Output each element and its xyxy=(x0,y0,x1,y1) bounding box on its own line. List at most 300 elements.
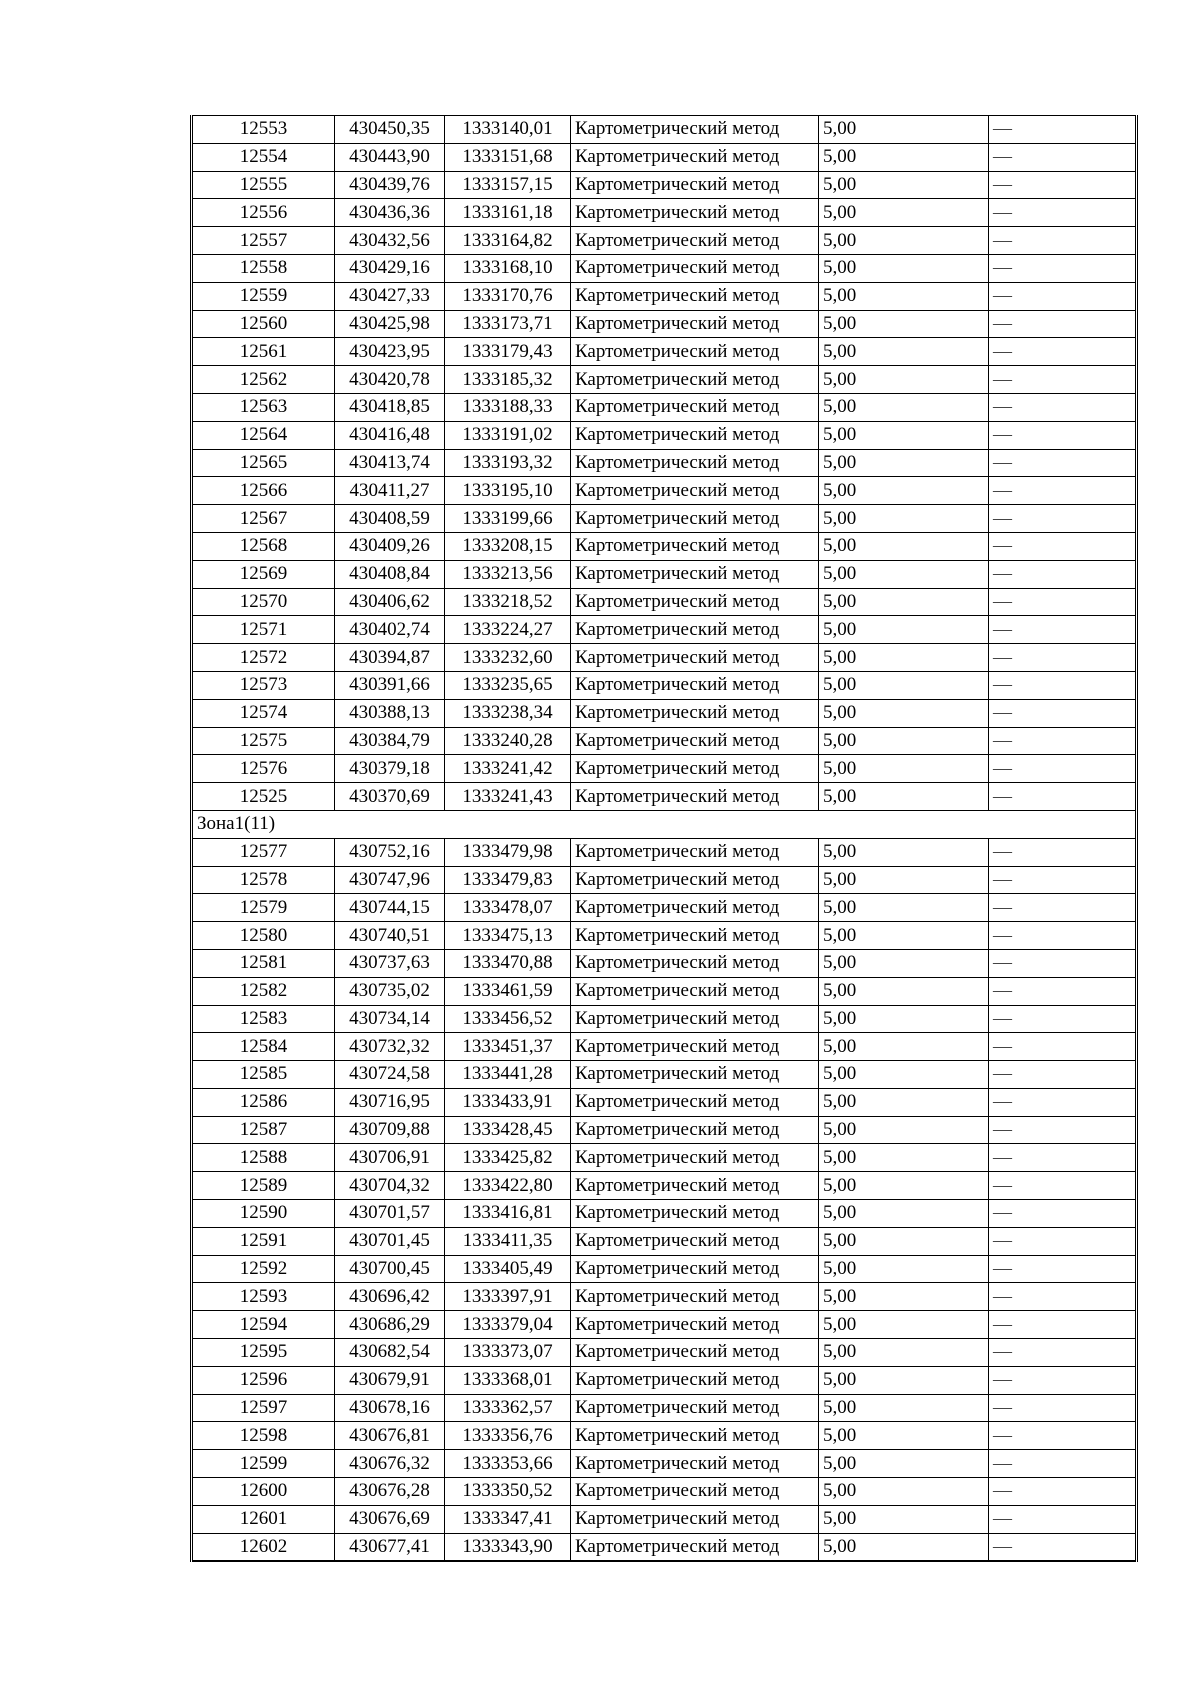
description-cell: — xyxy=(989,1144,1137,1172)
method-cell: Картометрический метод xyxy=(571,922,819,950)
table-row xyxy=(192,338,1137,366)
table-row xyxy=(192,616,1137,644)
description-cell: — xyxy=(989,727,1137,755)
description-cell: — xyxy=(989,616,1137,644)
point-number-cell: 12575 xyxy=(192,727,335,755)
point-number-cell: 12589 xyxy=(192,1172,335,1200)
coordinates-table xyxy=(190,115,1138,1562)
accuracy-cell: 5,00 xyxy=(819,477,989,505)
method-cell: Картометрический метод xyxy=(571,1061,819,1089)
point-number-cell: 12584 xyxy=(192,1033,335,1061)
method-cell: Картометрический метод xyxy=(571,783,819,811)
x-coordinate-cell: 430676,28 xyxy=(335,1478,445,1506)
table-row xyxy=(192,1450,1137,1478)
description-cell: — xyxy=(989,783,1137,811)
description-cell: — xyxy=(989,1394,1137,1422)
description-cell: — xyxy=(989,1422,1137,1450)
x-coordinate-cell: 430413,74 xyxy=(335,449,445,477)
description-cell: — xyxy=(989,1172,1137,1200)
y-coordinate-cell: 1333164,82 xyxy=(445,227,571,255)
y-coordinate-cell: 1333422,80 xyxy=(445,1172,571,1200)
x-coordinate-cell: 430394,87 xyxy=(335,644,445,672)
method-cell: Картометрический метод xyxy=(571,1255,819,1283)
x-coordinate-cell: 430706,91 xyxy=(335,1144,445,1172)
point-number-cell: 12598 xyxy=(192,1422,335,1450)
description-cell: — xyxy=(989,449,1137,477)
x-coordinate-cell: 430676,32 xyxy=(335,1450,445,1478)
y-coordinate-cell: 1333235,65 xyxy=(445,671,571,699)
accuracy-cell: 5,00 xyxy=(819,254,989,282)
x-coordinate-cell: 430384,79 xyxy=(335,727,445,755)
method-cell: Картометрический метод xyxy=(571,1366,819,1394)
method-cell: Картометрический метод xyxy=(571,227,819,255)
method-cell: Картометрический метод xyxy=(571,143,819,171)
table-row xyxy=(192,477,1137,505)
table-row xyxy=(192,254,1137,282)
y-coordinate-cell: 1333425,82 xyxy=(445,1144,571,1172)
table-row xyxy=(192,1311,1137,1339)
method-cell: Картометрический метод xyxy=(571,671,819,699)
table-row xyxy=(192,1116,1137,1144)
accuracy-cell: 5,00 xyxy=(819,949,989,977)
accuracy-cell: 5,00 xyxy=(819,922,989,950)
point-number-cell: 12563 xyxy=(192,393,335,421)
accuracy-cell: 5,00 xyxy=(819,755,989,783)
method-cell: Картометрический метод xyxy=(571,1116,819,1144)
table-row xyxy=(192,1172,1137,1200)
y-coordinate-cell: 1333140,01 xyxy=(445,116,571,144)
point-number-cell: 12567 xyxy=(192,505,335,533)
method-cell: Картометрический метод xyxy=(571,866,819,894)
accuracy-cell: 5,00 xyxy=(819,393,989,421)
accuracy-cell: 5,00 xyxy=(819,143,989,171)
description-cell: — xyxy=(989,532,1137,560)
accuracy-cell: 5,00 xyxy=(819,838,989,866)
x-coordinate-cell: 430420,78 xyxy=(335,366,445,394)
accuracy-cell: 5,00 xyxy=(819,282,989,310)
description-cell: — xyxy=(989,1005,1137,1033)
x-coordinate-cell: 430391,66 xyxy=(335,671,445,699)
x-coordinate-cell: 430696,42 xyxy=(335,1283,445,1311)
method-cell: Картометрический метод xyxy=(571,1422,819,1450)
x-coordinate-cell: 430740,51 xyxy=(335,922,445,950)
x-coordinate-cell: 430701,45 xyxy=(335,1227,445,1255)
point-number-cell: 12593 xyxy=(192,1283,335,1311)
x-coordinate-cell: 430418,85 xyxy=(335,393,445,421)
description-cell: — xyxy=(989,922,1137,950)
description-cell: — xyxy=(989,1505,1137,1533)
x-coordinate-cell: 430423,95 xyxy=(335,338,445,366)
x-coordinate-cell: 430370,69 xyxy=(335,783,445,811)
x-coordinate-cell: 430724,58 xyxy=(335,1061,445,1089)
x-coordinate-cell: 430408,59 xyxy=(335,505,445,533)
x-coordinate-cell: 430409,26 xyxy=(335,532,445,560)
method-cell: Картометрический метод xyxy=(571,310,819,338)
method-cell: Картометрический метод xyxy=(571,1283,819,1311)
x-coordinate-cell: 430737,63 xyxy=(335,949,445,977)
point-number-cell: 12560 xyxy=(192,310,335,338)
point-number-cell: 12573 xyxy=(192,671,335,699)
y-coordinate-cell: 1333456,52 xyxy=(445,1005,571,1033)
method-cell: Картометрический метод xyxy=(571,1227,819,1255)
x-coordinate-cell: 430429,16 xyxy=(335,254,445,282)
description-cell: — xyxy=(989,949,1137,977)
zone-label: Зона1(11) xyxy=(192,810,1137,838)
table-row xyxy=(192,755,1137,783)
y-coordinate-cell: 1333368,01 xyxy=(445,1366,571,1394)
point-number-cell: 12596 xyxy=(192,1366,335,1394)
x-coordinate-cell: 430732,32 xyxy=(335,1033,445,1061)
y-coordinate-cell: 1333191,02 xyxy=(445,421,571,449)
x-coordinate-cell: 430676,69 xyxy=(335,1505,445,1533)
table-row xyxy=(192,1255,1137,1283)
point-number-cell: 12595 xyxy=(192,1339,335,1367)
description-cell: — xyxy=(989,588,1137,616)
table-row xyxy=(192,421,1137,449)
method-cell: Картометрический метод xyxy=(571,1033,819,1061)
x-coordinate-cell: 430744,15 xyxy=(335,894,445,922)
y-coordinate-cell: 1333347,41 xyxy=(445,1505,571,1533)
table-row xyxy=(192,393,1137,421)
accuracy-cell: 5,00 xyxy=(819,199,989,227)
y-coordinate-cell: 1333157,15 xyxy=(445,171,571,199)
x-coordinate-cell: 430402,74 xyxy=(335,616,445,644)
y-coordinate-cell: 1333397,91 xyxy=(445,1283,571,1311)
table-row xyxy=(192,366,1137,394)
y-coordinate-cell: 1333470,88 xyxy=(445,949,571,977)
method-cell: Картометрический метод xyxy=(571,1505,819,1533)
x-coordinate-cell: 430427,33 xyxy=(335,282,445,310)
accuracy-cell: 5,00 xyxy=(819,699,989,727)
y-coordinate-cell: 1333373,07 xyxy=(445,1339,571,1367)
y-coordinate-cell: 1333151,68 xyxy=(445,143,571,171)
table-row xyxy=(192,727,1137,755)
point-number-cell: 12569 xyxy=(192,560,335,588)
accuracy-cell: 5,00 xyxy=(819,1505,989,1533)
point-number-cell: 12587 xyxy=(192,1116,335,1144)
point-number-cell: 12559 xyxy=(192,282,335,310)
x-coordinate-cell: 430406,62 xyxy=(335,588,445,616)
y-coordinate-cell: 1333179,43 xyxy=(445,338,571,366)
method-cell: Картометрический метод xyxy=(571,1478,819,1506)
accuracy-cell: 5,00 xyxy=(819,1478,989,1506)
y-coordinate-cell: 1333224,27 xyxy=(445,616,571,644)
description-cell: — xyxy=(989,282,1137,310)
description-cell: — xyxy=(989,894,1137,922)
description-cell: — xyxy=(989,199,1137,227)
table-row xyxy=(192,1366,1137,1394)
table-row xyxy=(192,1533,1137,1561)
point-number-cell: 12525 xyxy=(192,783,335,811)
method-cell: Картометрический метод xyxy=(571,505,819,533)
table-row xyxy=(192,199,1137,227)
accuracy-cell: 5,00 xyxy=(819,671,989,699)
point-number-cell: 12556 xyxy=(192,199,335,227)
accuracy-cell: 5,00 xyxy=(819,421,989,449)
accuracy-cell: 5,00 xyxy=(819,1005,989,1033)
y-coordinate-cell: 1333379,04 xyxy=(445,1311,571,1339)
x-coordinate-cell: 430436,36 xyxy=(335,199,445,227)
point-number-cell: 12591 xyxy=(192,1227,335,1255)
accuracy-cell: 5,00 xyxy=(819,449,989,477)
description-cell: — xyxy=(989,1088,1137,1116)
point-number-cell: 12586 xyxy=(192,1088,335,1116)
method-cell: Картометрический метод xyxy=(571,977,819,1005)
accuracy-cell: 5,00 xyxy=(819,616,989,644)
description-cell: — xyxy=(989,1255,1137,1283)
accuracy-cell: 5,00 xyxy=(819,727,989,755)
description-cell: — xyxy=(989,338,1137,366)
x-coordinate-cell: 430709,88 xyxy=(335,1116,445,1144)
point-number-cell: 12577 xyxy=(192,838,335,866)
method-cell: Картометрический метод xyxy=(571,1005,819,1033)
accuracy-cell: 5,00 xyxy=(819,310,989,338)
description-cell: — xyxy=(989,838,1137,866)
method-cell: Картометрический метод xyxy=(571,560,819,588)
table-row xyxy=(192,838,1137,866)
description-cell: — xyxy=(989,1478,1137,1506)
description-cell: — xyxy=(989,977,1137,1005)
method-cell: Картометрический метод xyxy=(571,1394,819,1422)
description-cell: — xyxy=(989,1283,1137,1311)
y-coordinate-cell: 1333193,32 xyxy=(445,449,571,477)
point-number-cell: 12601 xyxy=(192,1505,335,1533)
accuracy-cell: 5,00 xyxy=(819,644,989,672)
point-number-cell: 12588 xyxy=(192,1144,335,1172)
x-coordinate-cell: 430443,90 xyxy=(335,143,445,171)
y-coordinate-cell: 1333199,66 xyxy=(445,505,571,533)
point-number-cell: 12599 xyxy=(192,1450,335,1478)
y-coordinate-cell: 1333188,33 xyxy=(445,393,571,421)
accuracy-cell: 5,00 xyxy=(819,977,989,1005)
method-cell: Картометрический метод xyxy=(571,1172,819,1200)
accuracy-cell: 5,00 xyxy=(819,171,989,199)
accuracy-cell: 5,00 xyxy=(819,1200,989,1228)
point-number-cell: 12594 xyxy=(192,1311,335,1339)
point-number-cell: 12555 xyxy=(192,171,335,199)
table-row xyxy=(192,1200,1137,1228)
method-cell: Картометрический метод xyxy=(571,1533,819,1561)
method-cell: Картометрический метод xyxy=(571,282,819,310)
point-number-cell: 12562 xyxy=(192,366,335,394)
accuracy-cell: 5,00 xyxy=(819,783,989,811)
description-cell: — xyxy=(989,866,1137,894)
description-cell: — xyxy=(989,366,1137,394)
y-coordinate-cell: 1333195,10 xyxy=(445,477,571,505)
y-coordinate-cell: 1333479,83 xyxy=(445,866,571,894)
description-cell: — xyxy=(989,560,1137,588)
method-cell: Картометрический метод xyxy=(571,449,819,477)
x-coordinate-cell: 430439,76 xyxy=(335,171,445,199)
point-number-cell: 12571 xyxy=(192,616,335,644)
table-row xyxy=(192,866,1137,894)
accuracy-cell: 5,00 xyxy=(819,505,989,533)
point-number-cell: 12602 xyxy=(192,1533,335,1561)
accuracy-cell: 5,00 xyxy=(819,1255,989,1283)
y-coordinate-cell: 1333416,81 xyxy=(445,1200,571,1228)
y-coordinate-cell: 1333411,35 xyxy=(445,1227,571,1255)
point-number-cell: 12583 xyxy=(192,1005,335,1033)
table-row xyxy=(192,977,1137,1005)
description-cell: — xyxy=(989,1227,1137,1255)
x-coordinate-cell: 430408,84 xyxy=(335,560,445,588)
y-coordinate-cell: 1333479,98 xyxy=(445,838,571,866)
accuracy-cell: 5,00 xyxy=(819,866,989,894)
table-row xyxy=(192,949,1137,977)
y-coordinate-cell: 1333161,18 xyxy=(445,199,571,227)
y-coordinate-cell: 1333343,90 xyxy=(445,1533,571,1561)
method-cell: Картометрический метод xyxy=(571,338,819,366)
method-cell: Картометрический метод xyxy=(571,949,819,977)
description-cell: — xyxy=(989,116,1137,144)
y-coordinate-cell: 1333441,28 xyxy=(445,1061,571,1089)
x-coordinate-cell: 430700,45 xyxy=(335,1255,445,1283)
y-coordinate-cell: 1333350,52 xyxy=(445,1478,571,1506)
accuracy-cell: 5,00 xyxy=(819,366,989,394)
x-coordinate-cell: 430752,16 xyxy=(335,838,445,866)
table-row xyxy=(192,449,1137,477)
description-cell: — xyxy=(989,1033,1137,1061)
x-coordinate-cell: 430686,29 xyxy=(335,1311,445,1339)
x-coordinate-cell: 430432,56 xyxy=(335,227,445,255)
point-number-cell: 12581 xyxy=(192,949,335,977)
point-number-cell: 12578 xyxy=(192,866,335,894)
table-row xyxy=(192,644,1137,672)
point-number-cell: 12565 xyxy=(192,449,335,477)
table-row xyxy=(192,1088,1137,1116)
method-cell: Картометрический метод xyxy=(571,1339,819,1367)
description-cell: — xyxy=(989,671,1137,699)
description-cell: — xyxy=(989,1533,1137,1561)
description-cell: — xyxy=(989,1339,1137,1367)
description-cell: — xyxy=(989,1061,1137,1089)
table-row xyxy=(192,671,1137,699)
y-coordinate-cell: 1333241,43 xyxy=(445,783,571,811)
point-number-cell: 12568 xyxy=(192,532,335,560)
table-row xyxy=(192,1005,1137,1033)
point-number-cell: 12558 xyxy=(192,254,335,282)
table-row xyxy=(192,894,1137,922)
table-row xyxy=(192,116,1137,144)
method-cell: Картометрический метод xyxy=(571,1311,819,1339)
method-cell: Картометрический метод xyxy=(571,894,819,922)
x-coordinate-cell: 430678,16 xyxy=(335,1394,445,1422)
point-number-cell: 12553 xyxy=(192,116,335,144)
description-cell: — xyxy=(989,644,1137,672)
point-number-cell: 12554 xyxy=(192,143,335,171)
accuracy-cell: 5,00 xyxy=(819,1394,989,1422)
y-coordinate-cell: 1333353,66 xyxy=(445,1450,571,1478)
accuracy-cell: 5,00 xyxy=(819,1533,989,1561)
table-row xyxy=(192,1227,1137,1255)
accuracy-cell: 5,00 xyxy=(819,1339,989,1367)
method-cell: Картометрический метод xyxy=(571,1144,819,1172)
point-number-cell: 12579 xyxy=(192,894,335,922)
description-cell: — xyxy=(989,227,1137,255)
method-cell: Картометрический метод xyxy=(571,393,819,421)
y-coordinate-cell: 1333208,15 xyxy=(445,532,571,560)
accuracy-cell: 5,00 xyxy=(819,1283,989,1311)
accuracy-cell: 5,00 xyxy=(819,1144,989,1172)
point-number-cell: 12582 xyxy=(192,977,335,1005)
x-coordinate-cell: 430701,57 xyxy=(335,1200,445,1228)
point-number-cell: 12572 xyxy=(192,644,335,672)
accuracy-cell: 5,00 xyxy=(819,588,989,616)
coordinates-table-body xyxy=(192,116,1137,1562)
y-coordinate-cell: 1333173,71 xyxy=(445,310,571,338)
accuracy-cell: 5,00 xyxy=(819,532,989,560)
description-cell: — xyxy=(989,1450,1137,1478)
y-coordinate-cell: 1333451,37 xyxy=(445,1033,571,1061)
method-cell: Картометрический метод xyxy=(571,616,819,644)
point-number-cell: 12585 xyxy=(192,1061,335,1089)
accuracy-cell: 5,00 xyxy=(819,1227,989,1255)
table-row xyxy=(192,588,1137,616)
table-row xyxy=(192,699,1137,727)
point-number-cell: 12557 xyxy=(192,227,335,255)
y-coordinate-cell: 1333433,91 xyxy=(445,1088,571,1116)
method-cell: Картометрический метод xyxy=(571,644,819,672)
y-coordinate-cell: 1333218,52 xyxy=(445,588,571,616)
y-coordinate-cell: 1333232,60 xyxy=(445,644,571,672)
point-number-cell: 12600 xyxy=(192,1478,335,1506)
method-cell: Картометрический метод xyxy=(571,171,819,199)
accuracy-cell: 5,00 xyxy=(819,1033,989,1061)
table-row xyxy=(192,171,1137,199)
y-coordinate-cell: 1333428,45 xyxy=(445,1116,571,1144)
y-coordinate-cell: 1333461,59 xyxy=(445,977,571,1005)
x-coordinate-cell: 430682,54 xyxy=(335,1339,445,1367)
point-number-cell: 12566 xyxy=(192,477,335,505)
x-coordinate-cell: 430704,32 xyxy=(335,1172,445,1200)
accuracy-cell: 5,00 xyxy=(819,1116,989,1144)
point-number-cell: 12592 xyxy=(192,1255,335,1283)
method-cell: Картометрический метод xyxy=(571,1450,819,1478)
table-row xyxy=(192,1033,1137,1061)
description-cell: — xyxy=(989,1200,1137,1228)
method-cell: Картометрический метод xyxy=(571,838,819,866)
y-coordinate-cell: 1333238,34 xyxy=(445,699,571,727)
method-cell: Картометрический метод xyxy=(571,532,819,560)
description-cell: — xyxy=(989,421,1137,449)
y-coordinate-cell: 1333240,28 xyxy=(445,727,571,755)
x-coordinate-cell: 430734,14 xyxy=(335,1005,445,1033)
x-coordinate-cell: 430677,41 xyxy=(335,1533,445,1561)
method-cell: Картометрический метод xyxy=(571,199,819,227)
y-coordinate-cell: 1333241,42 xyxy=(445,755,571,783)
point-number-cell: 12574 xyxy=(192,699,335,727)
y-coordinate-cell: 1333356,76 xyxy=(445,1422,571,1450)
point-number-cell: 12564 xyxy=(192,421,335,449)
description-cell: — xyxy=(989,505,1137,533)
point-number-cell: 12590 xyxy=(192,1200,335,1228)
y-coordinate-cell: 1333185,32 xyxy=(445,366,571,394)
description-cell: — xyxy=(989,1116,1137,1144)
table-row xyxy=(192,1422,1137,1450)
accuracy-cell: 5,00 xyxy=(819,1311,989,1339)
accuracy-cell: 5,00 xyxy=(819,894,989,922)
accuracy-cell: 5,00 xyxy=(819,1422,989,1450)
point-number-cell: 12597 xyxy=(192,1394,335,1422)
table-row xyxy=(192,1394,1137,1422)
accuracy-cell: 5,00 xyxy=(819,338,989,366)
method-cell: Картометрический метод xyxy=(571,1200,819,1228)
description-cell: — xyxy=(989,1311,1137,1339)
point-number-cell: 12576 xyxy=(192,755,335,783)
x-coordinate-cell: 430425,98 xyxy=(335,310,445,338)
x-coordinate-cell: 430679,91 xyxy=(335,1366,445,1394)
method-cell: Картометрический метод xyxy=(571,421,819,449)
